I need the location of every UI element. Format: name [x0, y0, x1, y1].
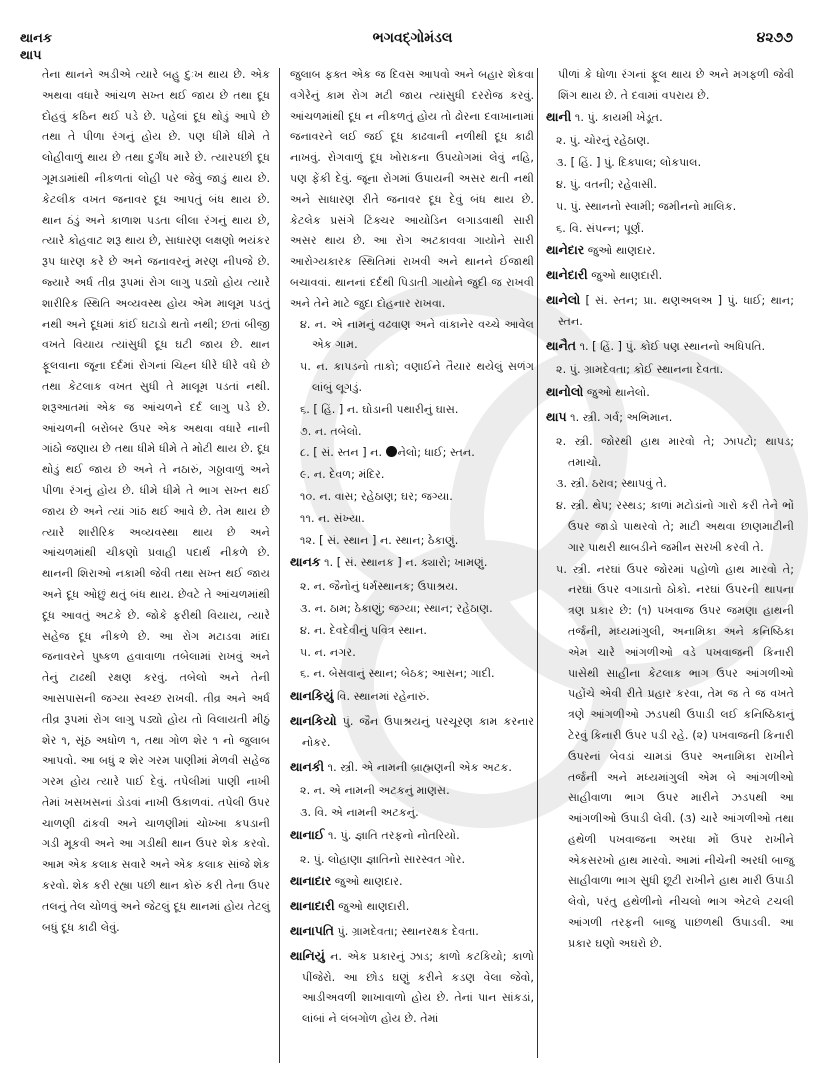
dictionary-entry: થાનકિયો પું. જૈન ઉપાશ્રયનું પરચૂરણ કામ કરનાર નોકર. [290, 712, 534, 749]
sense-item: ૫. ન. નગર. [300, 645, 356, 659]
headword: થાનકિયું [290, 688, 334, 704]
page-title: ભગવદ્ગોમંડલ [372, 30, 453, 46]
sense-item: ૩. વિ. એ નામની અટકનું. [300, 806, 419, 820]
sense-item: ૨. સ્ત્રી. જોરથી હાથ મારવો તે; ઝાપટો; થાપડ; તમાચો. [556, 434, 794, 469]
sense-item: ૮. [ સં. સ્તન ] ન. નેલો; ધાઈ; સ્તન. [300, 446, 475, 460]
dictionary-entry: થાનાદાર જુઓ થાણદાર. [290, 873, 403, 889]
sense-item: ૨. ન. જૈનોનું ધર્મસ્થાનક; ઉપાશ્રય. [300, 580, 459, 594]
sense-item: ૭. ન. તબેલો. [300, 424, 362, 438]
dictionary-entry: થાપ ૧. સ્ત્રી. ગર્વ; અભિમાન. [546, 408, 673, 424]
page-header [0, 22, 825, 63]
headword: થાનાઈ [290, 826, 325, 842]
headword: થાનેલો [546, 291, 581, 307]
sense-item: ૯. ન. દેવળ; મંદિર. [300, 468, 385, 482]
sense-item: ૬. ન. બેસવાનું સ્થાન; બેઠક; આસન; ગાદી. [300, 667, 495, 681]
dictionary-entry: થાનૈત ૧. [ હિં. ] પું. કોઈ પણ સ્થાનનો અધિપતિ. [546, 337, 766, 353]
ink-blot [386, 446, 397, 457]
sense-item: ૫. સ્ત્રી. નરઘાં ઉપર જોરમાં પહોળો હાથ મારવો તે; નરઘાં ઉપર વગાડાતો ઠોકો. નરઘાં ઉપરની થાપના ત્રણ પ્રકાર છે: (૧) પખવાજ ઉપર જમણા હાથની તર્જની, મધ્યમાંગુલી, અનામિકા અને કનિષ્ઠિકા એમ ચારે આંગળીઓ વડે પખવાજની કિનારી પાસેથી સાહીના કેટલાક ભાગ ઉપર આંગળીઓ પહોંચે એવી રીતે પ્રહાર કરવા, તેમ જ તે જ વખતે ત્રણે આંગળીઓ ઝડપથી ઉપાડી લઈ કનિષ્ઠિકાનું ટેરવું કિનારી ઉપર પડી રહે. (૨) પખવાજની કિનારી ઉપરનાં બેવડાં ચામડાં ઉપર અનામિકા રાખીને તર્જની અને મધ્યમાંગુલી એમ બે આંગળીઓ સાહીવાળા ભાગ ઉપર મારીને ઝડપથી આ આંગળીઓ ઉપાડી લેવી. (૩) ચારે આંગળીઓ તથા હથેળી પખવાજના અરધા મોં ઉપર રાખીને એકસરખો હાથ મારવો. આમાં નીચેની અરધી બાજુ સાહીવાળા ભાગ સુધી છૂટી રાખીને હાથ મારી ઉપાડી લેવો, પરંતુ હથેળીનો નીચલો ભાગ એટલે ટચલી આંગળી તરફની બાજુ પાછળથી ઉપાડવી. આ પ્રકાર ઘણો અઘરો છે. [556, 562, 794, 950]
sense-item: ૫. પું. સ્થાનનો સ્વામી; જમીનનો માલિક. [556, 199, 737, 213]
sense-item: ૩. ન. ઠામ; ઠેકાણું; જગ્યા; સ્થાન; રહેઠાણ. [300, 601, 493, 615]
dictionary-entry: થાનાઈ ૧. પું. જ્ઞાતિ તરફનો નોતરિયો. [290, 826, 460, 842]
sense-item: ૨. પું. ગ્રામદેવતા; કોઈ સ્થાનના દેવતા. [556, 363, 724, 377]
sense-item: ૫. ન. કાપડનો તાકો; વણાઈને તૈયાર થયેલું સળંગ લાંબું લૂગડું. [300, 360, 534, 394]
column-3 [546, 65, 794, 956]
sense-item: ૩. સ્ત્રી. ઠરાવ; સ્થાપવું તે. [556, 477, 667, 491]
headword: થાનેદાર [546, 242, 585, 258]
sense-item: ૨. પું. ચોરનું રહેઠાણ. [556, 134, 650, 148]
headword: થાનૈત [546, 337, 576, 353]
sense-item: ૬. વિ. સંપન્ન; પૂર્ણ. [556, 221, 645, 235]
dictionary-entry: થાનાપતિ પું. ગ્રામદેવતા; સ્થાનરક્ષક દેવતા. [290, 923, 479, 939]
dictionary-entry: થાનિયું ન. એક પ્રકારનું ઝાડ; કાળો કટકિયો; કાળો પીંજેરો. આ છોડ ઘણું કરીને કડણ વેલા જેવો, આડીઅવળી શાખાવાળો હોય છે. તેનાં પાન સાંકડાં, લાંબાં ને લંબગોળ હોય છે. તેમાં [290, 947, 534, 1026]
headword: થાપ [546, 408, 567, 424]
headword: થાનેદારી [546, 267, 588, 283]
dictionary-entry: થાનેલો [ સં. સ્તન; પ્રા. થણઅલઅ ] પું. ધાઈ; થાન; સ્તન. [546, 291, 795, 328]
headword: થાનક [290, 554, 321, 570]
headword: થાનાદાર [290, 873, 332, 889]
column-2 [290, 65, 534, 1033]
headword: થાનિયું [290, 947, 325, 963]
sense-item: ૧૨. [ સં. સ્થાન ] ન. સ્થાન; ઠેકાણું. [300, 533, 459, 547]
sense-item: ૨. પું. લોહાણા જ્ઞાતિનો સારસ્વત ગોર. [300, 852, 466, 866]
continued-paragraph: તેના થાનને અડીએ ત્યારે બહુ દુઃખ થાય છે. એક અથવા વધારે આંચળ સખ્ત થઈ જાય છે તથા દૂધ દોહવું કઠિન થઈ પડે છે. પહેલાં દૂધ થોડું આપે છે તથા તે પીળા રંગનું હોય છે. પણ ધીમે ધીમે તે લોહીવાળું થાય છે તથા દુર્ગંધ મારે છે. ત્યારપછી દૂધ ગૂમડામાંથી નીકળતાં લોહી પર જેવું જાડું થાય છે. કેટલીક વખત જનાવર દૂધ આપતું બંધ થાય છે. થાન ઠંડું અને કાળાશ પડતા લીલા રંગનું થાય છે, ત્યારે કોહવાટ શરૂ થાય છે, સાધારણ લક્ષણો ભયંકર રૂપ ધારણ કરે છે અને જનાવરનું મરણ નીપજે છે. જ્યારે અર્ધ તીવ્ર રૂપમાં રોગ લાગુ પડ્યો હોય ત્યારે શારીરિક સ્થિતિ અવ્યવસ્થ હોય એમ માલૂમ પડતું નથી અને દૂધમાં કાંઈ ઘટાડો થતો નથી; છતાં બીજી વખતે વિયાય ત્યાંસુધી દૂધ ઘટી જાય છે. થાન ફૂલવાના જૂના દર્દમાં રોગનાં ચિહ્ન ધીરે ધીરે વધે છે તથા કેટલાક વખત સુધી તે માલૂમ પડતાં નથી. શરૂઆતમાં એક જ આંચળને દર્દ લાગુ પડે છે. આંચળની બરોબર ઉપર એક અથવા વધારે નાની ગાંઠો જણાય છે તથા ધીમે ધીમે તે મોટી થાય છે. દૂધ થોડું થઈ જાય છે અને તે નઠારું, ગઠ્ઠાવાળું અને પીળા રંગનું હોય છે. ધીમે ધીમે તે ભાગ સખ્ત થઈ જાય છે અને ત્યાં ગાંઠ થઈ આવે છે. તેમ થાય છે ત્યારે શારીરિક અવ્યવસ્થા થાય છે અને આંચળમાંથી ચીકણો પ્રવાહી પદાર્થ નીકળે છે. થાનની શિરાઓ નકામી જેવી તથા સખ્ત થઈ જાય અને દૂધ ઓછું થતું બંધ થાય. છેવટે તે આંચળમાંથી દૂધ આવતું અટકે છે. જોકે ફરીથી વિયાય, ત્યારે સહેજ દૂધ નીકળે છે. આ રોગ મટાડવા માંદા જનાવરને પુષ્કળ હવાવાળા તબેલામાં રાખવું અને તેનું ટાઢથી રક્ષણ કરવું. તબેલો અને તેની આસપાસની જગ્યા સ્વચ્છ રાખવી. તીવ્ર અને અર્ધ તીવ્ર રૂપમાં રોગ લાગુ પડ્યો હોય તો વિલાયતી મીઠું શેર ૧, સૂંઠ અધોળ ૧, તથા ગોળ શેર ૧ નો જુલાબ આપવો. આ બધું ૨ શેર ગરમ પાણીમાં મેળવી સહેજ ગરમ હોય ત્યારે પાઈ દેવું. તપેલીમાં પાણી નાખી તેમાં ખસખસનાં ડોડવાં નાખી ઉકાળવાં. તપેલી ઉપર ચાળણી ઢાંકવી અને ચાળણીમાં ચોખ્ખા કપડાની ગડી મૂકવી અને આ ગડીથી થાન ઉપર શેક કરવો. આમ એક કલાક સવારે અને એક કલાક સાંજે શેક કરવો. શેક કરી રહ્યા પછી થાન કોરું કરી તેના ઉપર તલનું તેલ ચોળવું અને જેટલું દૂધ થાનમાં હોય તેટલું બધું દૂધ કાઢી લેવું. [42, 68, 270, 934]
dictionary-entry: થાની ૧. પું. કાયમી ખેડૂત. [546, 108, 663, 124]
headword: થાનકિયો [290, 712, 337, 728]
continued-paragraph: જુલાબ ફક્ત એક જ દિવસ આપવો અને બહાર શેકવા વગેરેનું કામ રોગ મટી જાય ત્યાંસુધી દરરોજ કરવું. આંચળમાંથી દૂધ ન નીકળતું હોય તો ઢોરના દવાખાનામાં જનાવરને લઈ જઈ દૂધ કાઢવાની નળીથી દૂધ કાઢી નાખવું. રોગવાળું દૂધ ખોરાકના ઉપયોગમાં લેવું નહિ, પણ ફેંકી દેવું. જૂના રોગમાં ઉપાયની અસર થતી નથી અને સાધારણ રીતે જનાવર દૂધ દેવું બંધ થાય છે. કેટલેક પ્રસંગે ટિંક્ચર આયોડિન લગાડવાથી સારી અસર થાય છે. આ રોગ અટકાવવા ગાયોને સારી આરોગ્યકારક સ્થિતિમાં રાખવી અને થાનને ઈજાથી બચાવવાં. થાનનાં દર્દથી પિડાતી ગાયોને જુદી જ રાખવી અને તેને માટે જુદા દોહનાર રાખવા. [290, 68, 534, 310]
dictionary-entry: થાનેદારી જુઓ થાણદારી. [546, 267, 663, 283]
headword: થાનાપતિ [290, 923, 334, 939]
sense-item: ૧૦. ન. વાસ; રહેઠાણ; ઘર; જગ્યા. [300, 489, 453, 503]
headword: થાનોલો [546, 384, 584, 400]
column-1 [42, 65, 270, 938]
sense-item: ૪. પું. વતની; રહેવાસી. [556, 177, 657, 191]
dictionary-entry: થાનકી ૧. સ્ત્રી. એ નામની બ્રાહ્મણની એક અટક. [290, 758, 512, 774]
headword: થાનાદારી [290, 898, 335, 914]
sense-item: ૪. ન. દેવદેવીનું પવિત્ર સ્થાન. [300, 623, 427, 637]
sense-item: ૬. [ હિં. ] ન. ઘોડાની પથારીનું ઘાસ. [300, 402, 459, 416]
continued-paragraph: પીળાં કે ધોળા રંગનાં ફૂલ થાય છે અને મગફળી જેવી શિંગ થાય છે. તે દવામાં વપરાય છે. [558, 68, 794, 102]
dictionary-entry: થાનેદાર જુઓ થાણદાર. [546, 242, 656, 258]
headword: થાની [546, 108, 572, 124]
sense-item: ૪. સ્ત્રી. થેપ; રસ્થડ; કાળાં મટોડાંનો ગારો કરી તેને ભોં ઉપર જાડો પાથરવો તે; માટી અથવા છાણમાટીની ગાર પાથરી થાબડીને જમીન સરખી કરવી તે. [556, 499, 794, 554]
page-number: ૪૨૭૭ [756, 30, 793, 46]
column-divider [537, 68, 538, 1058]
sense-item: ૧૧. ન. સંખ્યા. [300, 511, 365, 525]
headword: થાનકી [290, 758, 325, 774]
dictionary-entry: થાનક ૧. [ સં. સ્થાનક ] ન. ક્યારો; ખામણું. [290, 554, 488, 570]
sense-item: ૨. ન. એ નામની અટકનું માણસ. [300, 784, 450, 798]
dictionary-entry: થાનકિયું વિ. સ્થાનમાં રહેનારું. [290, 688, 430, 704]
column-divider [279, 68, 280, 1063]
sense-item: ૩. [ હિં. ] પું. દિક્પાલ; લોકપાલ. [556, 156, 702, 170]
sense-item: ૪. ન. એ નામનું વઢવાણ અને વાંકાનેર વચ્ચે આવેલ એક ગામ. [300, 317, 534, 352]
dictionary-entry: થાનાદારી જુઓ થાણદારી. [290, 898, 410, 914]
guide-word-first: થાનક [20, 31, 53, 46]
guide-word-last: થાપ [20, 48, 42, 63]
dictionary-entry: થાનોલો જુઓ થાનેલો. [546, 384, 650, 400]
